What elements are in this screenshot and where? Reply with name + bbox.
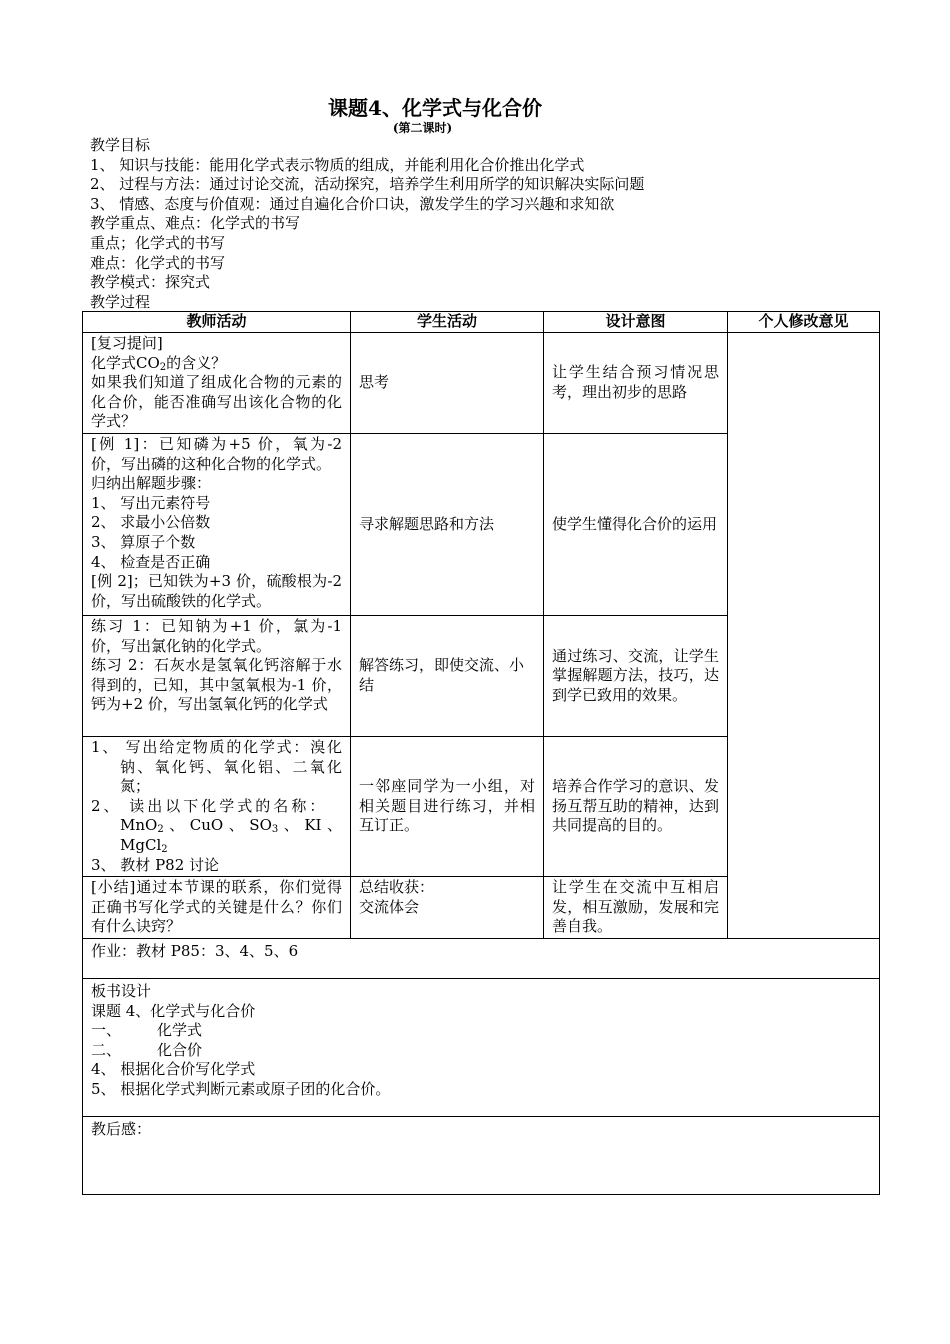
student-activity-cell: 解答练习，即使交流、小结 bbox=[351, 615, 544, 736]
cell-line: 3、 教材 P82 讨论 bbox=[91, 855, 220, 874]
design-intent-cell: 通过练习、交流，让学生掌握解题方法，技巧，达到学已致用的效果。 bbox=[544, 615, 728, 736]
board-text: 化学式 bbox=[157, 1021, 203, 1040]
board-line: 5、 根据化学式判断元素或原子团的化合价。 bbox=[91, 1079, 391, 1098]
intro-line: 教学目标 bbox=[90, 136, 151, 154]
student-activity-cell: 寻求解题思路和方法 bbox=[351, 433, 544, 615]
homework-row bbox=[83, 938, 880, 978]
cell-line: 交流体会 bbox=[359, 897, 420, 916]
student-activity-cell: 一邻座同学为一小组，对相关题目进行练习，并相互订正。 bbox=[351, 736, 544, 876]
teacher-activity-cell bbox=[83, 433, 351, 615]
intro-line: 教学模式：探究式 bbox=[90, 273, 211, 292]
design-intent-cell: 使学生懂得化合价的运用 bbox=[544, 433, 728, 615]
cell-text: 2、 读出以下化学式的名称： bbox=[91, 796, 328, 815]
intro-line: 难点：化学式的书写 bbox=[90, 253, 226, 272]
column-header: 教师活动 bbox=[83, 312, 351, 333]
reflection-label: 教后感： bbox=[91, 1119, 152, 1138]
intro-line: 教学重点、难点：化学式的书写 bbox=[90, 214, 301, 233]
board-design-cell bbox=[83, 978, 880, 1116]
cell-line: 1、 写出给定物质的化学式：溴化钠、氧化钙、氧化铝、二氧化氮； bbox=[91, 737, 342, 796]
reflection-cell bbox=[83, 1116, 880, 1194]
formula-text: 、CuO、SO bbox=[163, 816, 272, 835]
column-header: 学生活动 bbox=[351, 312, 544, 333]
cell-line bbox=[91, 797, 342, 856]
intro-line: 3、 情感、态度与价值观：通过自遍化合价口诀，激发学生的学习兴趣和求知欲 bbox=[90, 194, 615, 213]
cell-line: 3、 算原子个数 bbox=[91, 532, 196, 551]
cell-line: 如果我们知道了组成化合物的元素的化合价，能否准确写出该化合物的化学式？ bbox=[91, 373, 342, 431]
subscript: 2 bbox=[161, 843, 168, 855]
board-text: 化合价 bbox=[157, 1040, 203, 1059]
cell-line: 1、 写出元素符号 bbox=[91, 493, 211, 512]
column-header: 设计意图 bbox=[544, 312, 728, 333]
board-number: 二、 bbox=[91, 1040, 122, 1059]
cell-line: 练习 2：石灰水是氢氧化钙溶解于水得到的，已知，其中氢氧根为-1 价，钙为+2 价，写出氢氧化钙的化学式 bbox=[91, 656, 342, 714]
teacher-activity-cell: [小结]通过本节课的联系，你们觉得正确书写化学式的关键是什么？你们有什么诀窍？ bbox=[83, 877, 351, 939]
homework-cell bbox=[83, 938, 880, 978]
cell-line: [例 2]；已知铁为+3 价，硫酸根为-2 价，写出硫酸铁的化学式。 bbox=[91, 572, 342, 610]
subscript: 3 bbox=[271, 824, 279, 836]
lesson-table bbox=[82, 311, 880, 1195]
intro-line: 重点；化学式的书写 bbox=[90, 233, 226, 252]
design-intent-cell: 培养合作学习的意识、发扬互帮互助的精神，达到共同提高的目的。 bbox=[544, 736, 728, 876]
cell-line: 4、 检查是否正确 bbox=[91, 552, 211, 571]
column-header: 个人修改意见 bbox=[728, 312, 880, 333]
intro-line: 2、 过程与方法：通过讨论交流，活动探究，培养学生利用所学的知识解决实际问题 bbox=[90, 175, 645, 194]
student-activity-cell bbox=[351, 877, 544, 939]
board-line: 板书设计 bbox=[91, 981, 152, 1000]
teacher-activity-cell bbox=[83, 736, 351, 876]
cell-line: 归纳出解题步骤： bbox=[91, 474, 212, 493]
page-subtitle: (第二课时) bbox=[392, 121, 453, 135]
cell-line: [例 1]：已知磷为+5 价，氧为-2 价，写出磷的这种化合物的化学式。 bbox=[91, 434, 342, 473]
board-line bbox=[91, 1041, 871, 1061]
teacher-activity-cell bbox=[83, 615, 351, 736]
design-intent-cell: 让学生结合预习情况思考，理出初步的思路 bbox=[544, 333, 728, 434]
cell-text: 的含义？ bbox=[166, 353, 227, 372]
subscript: 2 bbox=[159, 361, 167, 373]
cell-line bbox=[91, 354, 342, 374]
board-design-row bbox=[83, 978, 880, 1116]
table-header-row bbox=[83, 312, 880, 333]
revision-notes-cell bbox=[728, 333, 880, 939]
formula-text: 、KI、MgCl bbox=[120, 816, 342, 854]
reflection-row bbox=[83, 1116, 880, 1194]
cell-line: 总结收获： bbox=[359, 878, 435, 897]
board-number: 一、 bbox=[91, 1021, 122, 1040]
formula-text: MnO bbox=[120, 816, 158, 835]
formula-text: CO bbox=[136, 353, 160, 372]
intro-line: 教学过程 bbox=[90, 292, 151, 311]
board-line: 4、 根据化合价写化学式 bbox=[91, 1060, 256, 1079]
design-intent-cell: 让学生在交流中互相启发，相互激励，发展和完善自我。 bbox=[544, 877, 728, 939]
homework-text: 作业：教材 P85：3、4、5、6 bbox=[91, 941, 299, 960]
subscript: 2 bbox=[157, 824, 164, 836]
teaching-objectives bbox=[90, 136, 644, 312]
cell-line: [复习提问] bbox=[91, 334, 163, 352]
board-line: 课题 4、化学式与化合价 bbox=[91, 1001, 256, 1020]
teacher-activity-cell bbox=[83, 333, 351, 434]
student-activity-cell: 思考 bbox=[351, 333, 544, 434]
board-line bbox=[91, 1021, 871, 1041]
intro-line: 1、 知识与技能：能用化学式表示物质的组成，并能利用化合价推出化学式 bbox=[90, 155, 585, 174]
page-title: 课题4、化学式与化合价 bbox=[328, 96, 542, 120]
table-row bbox=[83, 333, 880, 434]
cell-line: 练习 1：已知钠为+1 价，氯为-1 价，写出氯化钠的化学式。 bbox=[91, 616, 342, 655]
cell-line: 2、 求最小公倍数 bbox=[91, 513, 211, 532]
cell-text: 化学式 bbox=[91, 353, 137, 372]
